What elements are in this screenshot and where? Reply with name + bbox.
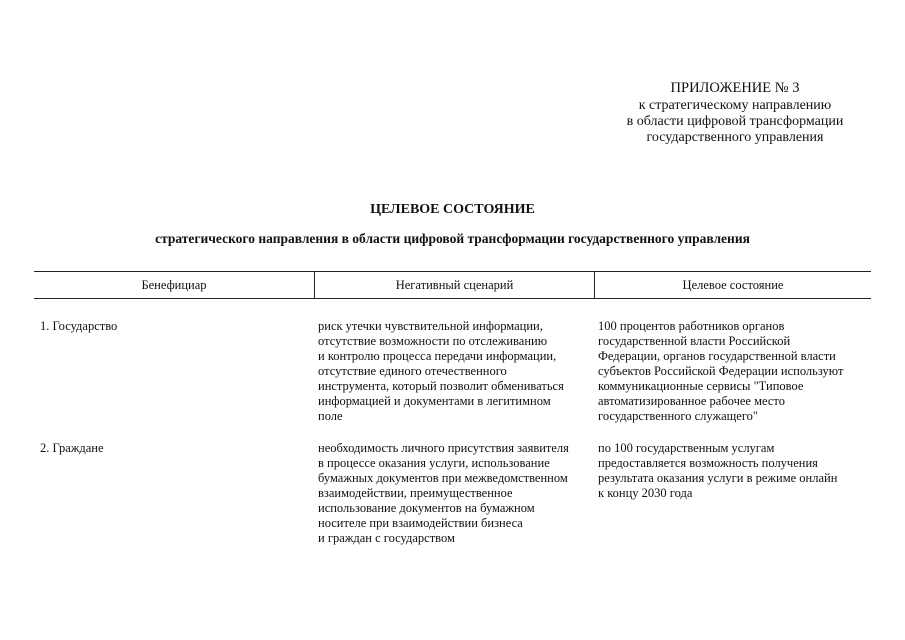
cell-target-state: 100 процентов работников органов государственной власти Российской Федерации, органов государственной власти субъектов Российской Федерации используют коммуникационные сервисы "Типовое автоматизированное рабочее место государственного служащего"	[598, 319, 844, 423]
target-state-table	[34, 271, 871, 546]
header-target-state: Целевое состояние	[594, 272, 871, 298]
cell-target-state: по 100 государственным услугам предоставляется возможность получения результата оказания услуги в режиме онлайн к концу 2030 года	[598, 441, 838, 500]
annex-line-3: государственного управления	[646, 130, 824, 145]
annex-line-1: к стратегическому направлению	[638, 98, 832, 113]
document-heading: ЦЕЛЕВОЕ СОСТОЯНИЕ	[370, 202, 535, 217]
header-negative-scenario: Негативный сценарий	[314, 272, 594, 298]
cell-beneficiary: 1. Государство	[40, 319, 118, 333]
header-beneficiary: Бенефициар	[141, 277, 207, 292]
table-row	[34, 319, 871, 424]
cell-negative-scenario: необходимость личного присутствия заявителя в процессе оказания услуги, использование бумажных документов при межведомственном взаимодействии, преимущественное использование документов на бумажном носителе при взаимодействии бизнеса и граждан с государством	[318, 441, 569, 545]
annex-block	[600, 80, 870, 146]
cell-beneficiary: 2. Граждане	[40, 441, 104, 455]
table-header	[34, 271, 871, 299]
annex-line-2: в области цифровой трансформации	[626, 114, 844, 129]
annex-title: ПРИЛОЖЕНИЕ № 3	[670, 80, 800, 96]
document-subheading: стратегического направления в области цифровой трансформации государственного управления	[155, 231, 750, 246]
cell-negative-scenario: риск утечки чувствительной информации, отсутствие возможности по отслеживанию и контролю процесса передачи информации, отсутствие единого отечественного инструмента, который позволит обмениваться информацией и документами в легитимном поле	[318, 319, 564, 423]
table-row	[34, 441, 871, 546]
